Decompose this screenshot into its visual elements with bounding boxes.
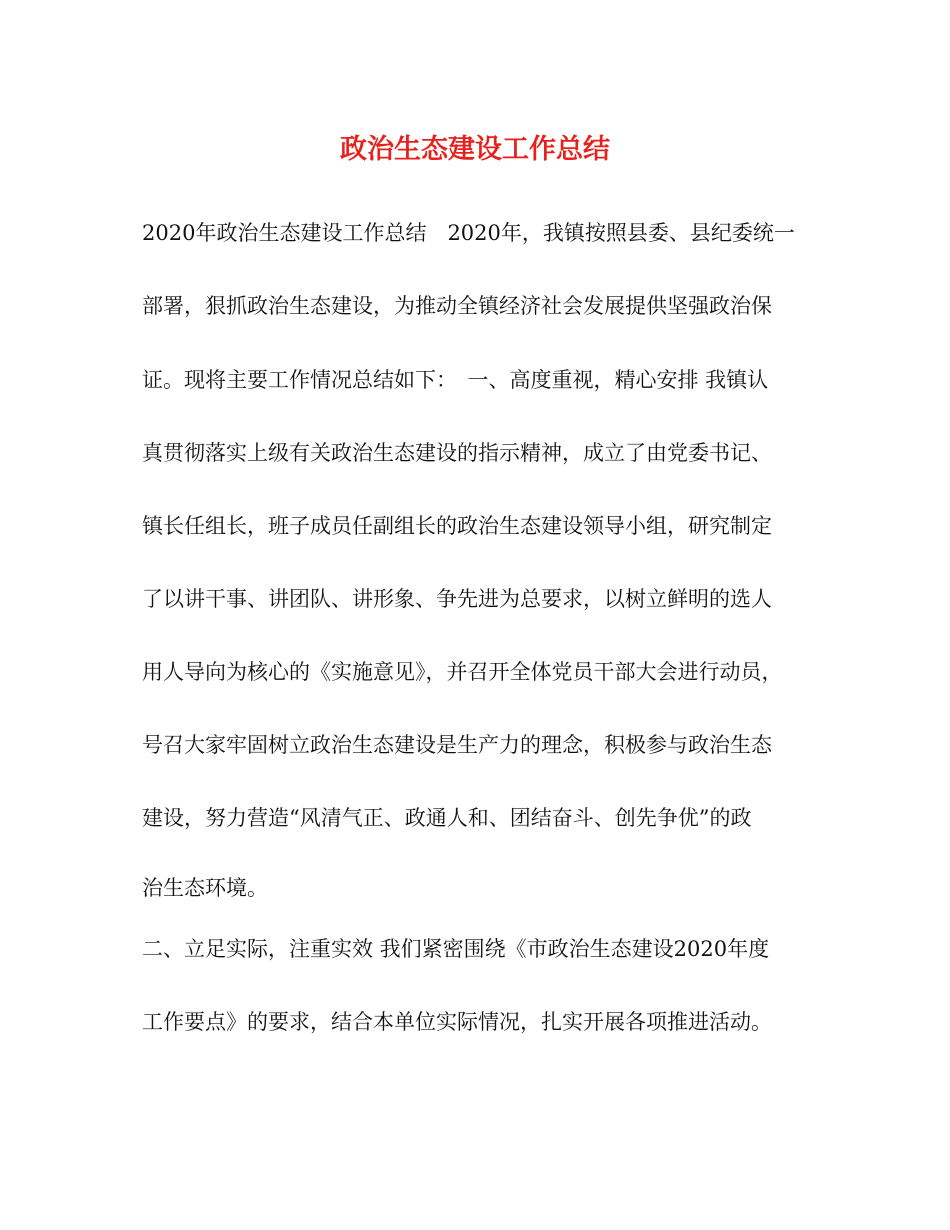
body-line-7: 用人导向为核心的《实施意见》，并召开全体党员干部大会进行动员，: [142, 660, 783, 684]
document-title: 政治生态建设工作总结: [340, 134, 610, 165]
body-line-2: 部署，狠抓政治生态建设，为推动全镇经济社会发展提供坚强政治保: [142, 294, 772, 318]
body-line-1: 2020年政治生态建设工作总结 2020年，我镇按照县委、县纪委统一: [142, 221, 795, 245]
body-line-4: 真贯彻落实上级有关政治生态建设的指示精神，成立了由党委书记、: [142, 441, 772, 465]
body-line-12: 工作要点》的要求，结合本单位实际情况，扎实开展各项推进活动。: [142, 1010, 772, 1034]
body-line-8: 号召大家牢固树立政治生态建设是生产力的理念，积极参与政治生态: [142, 733, 772, 757]
body-line-9: 建设，努力营造“风清气正、政通人和、团结奋斗、创先争优”的政: [142, 806, 752, 830]
body-line-11: 二、立足实际，注重实效 我们紧密围绕《市政治生态建设2020年度: [142, 937, 770, 961]
body-line-3: 证。现将主要工作情况总结如下： 一、高度重视，精心安排 我镇认: [142, 368, 769, 392]
body-line-5: 镇长任组长，班子成员任副组长的政治生态建设领导小组，研究制定: [142, 514, 772, 538]
body-line-10: 治生态环境。: [142, 876, 268, 900]
body-line-6: 了以讲干事、讲团队、讲形象、争先进为总要求，以树立鲜明的选人: [142, 587, 772, 611]
